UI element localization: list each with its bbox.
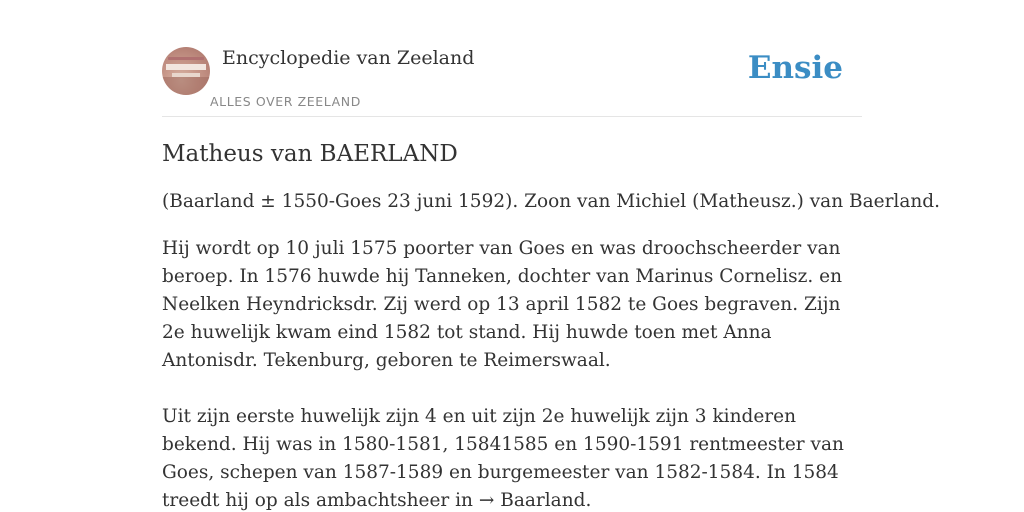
- reference-link[interactable]: Baarland: [500, 490, 586, 511]
- site-title[interactable]: Encyclopedie van Zeeland: [222, 47, 475, 69]
- article-paragraph: [162, 403, 862, 512]
- paragraph-text: Uit zijn eerste huwelijk zijn 4 en uit zijn 2e huwelijk zijn 3 kinderen bekend. Hij was in 1580-1581, 15841585 en 1590-1591 rentmeester van Goes, schepen van 1587-1589 en burgemeester van 1582-1584. In 1584 treedt hij op als ambachtsheer in: [162, 406, 844, 511]
- reference-arrow-icon: →: [478, 490, 495, 511]
- article-paragraph: Hij wordt op 10 juli 1575 poorter van Goes en was droochscheerder van beroep. In 1576 huwde hij Tanneken, dochter van Marinus Cornelisz. en Neelken Heyndricksdr. Zij werd op 13 april 1582 te Goes begraven. Zijn 2e huwelijk kwam eind 1582 tot stand. Hij huwde toen met Anna Antonisdr. Tekenburg, geboren te Reimerswaal.: [162, 238, 842, 371]
- encyclopedia-logo-icon[interactable]: [162, 47, 210, 95]
- brand-logo[interactable]: Ensie: [747, 50, 843, 86]
- site-header: [162, 44, 862, 117]
- site-subtitle: ALLES OVER ZEELAND: [210, 94, 361, 109]
- article-title: Matheus van BAERLAND: [162, 141, 458, 167]
- article: [162, 138, 940, 512]
- paragraph-end: .: [585, 490, 592, 511]
- article-intro: (Baarland ± 1550-Goes 23 juni 1592). Zoon van Michiel (Matheusz.) van Baerland.: [162, 191, 940, 212]
